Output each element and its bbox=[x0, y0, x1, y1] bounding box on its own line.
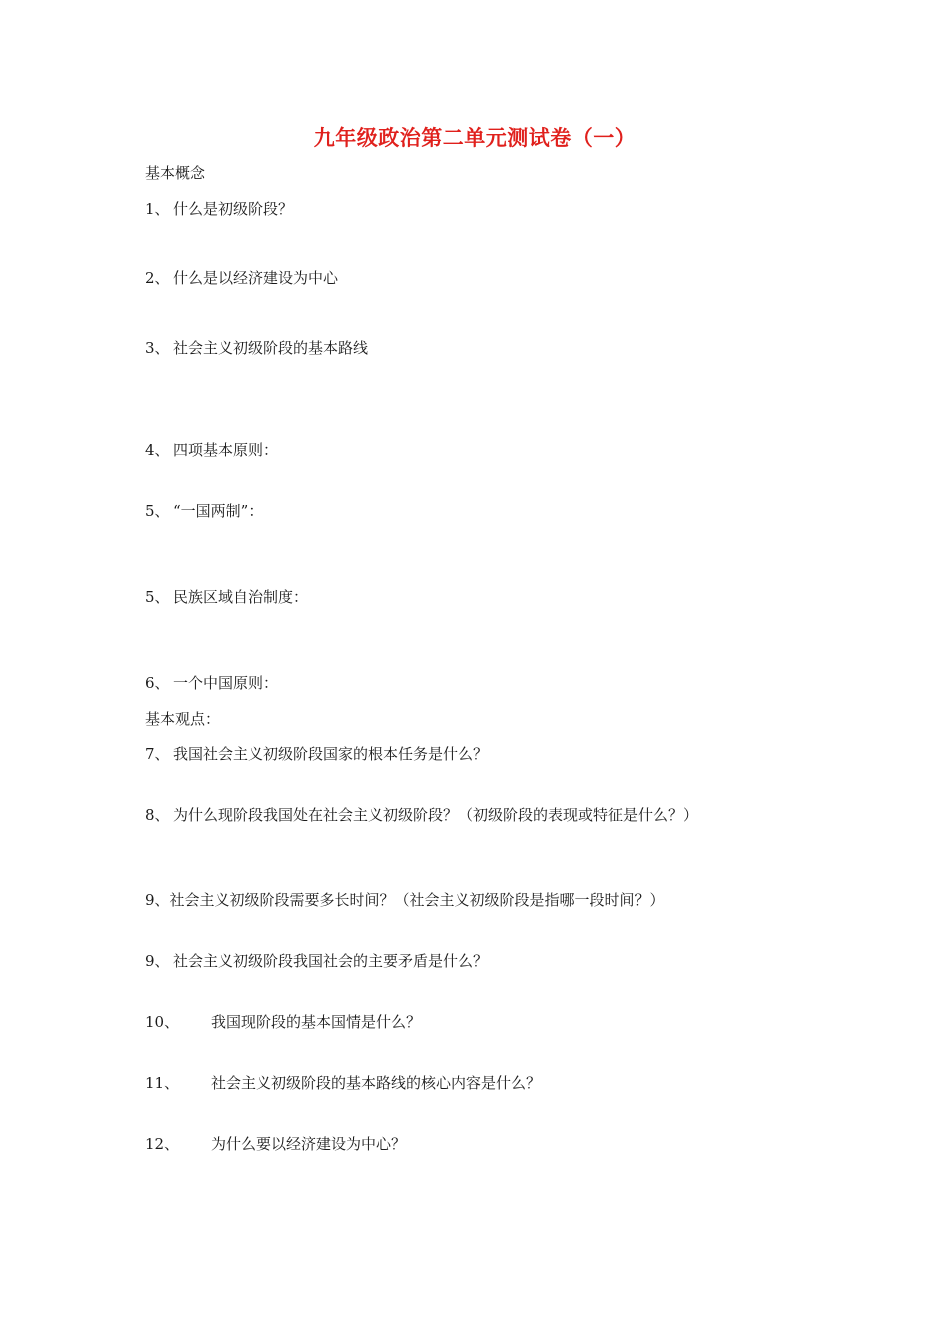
item-number: 3、 bbox=[145, 339, 170, 357]
item-text: 社会主义初级阶段需要多长时间？（社会主义初级阶段是指哪一段时间？） bbox=[169, 891, 665, 909]
item-number: 2、 bbox=[145, 269, 170, 287]
item-text: 为什么要以经济建设为中心？ bbox=[211, 1135, 407, 1153]
list-item bbox=[145, 501, 263, 521]
item-number: 6、 bbox=[145, 674, 170, 692]
list-item bbox=[145, 744, 488, 764]
item-text: 社会主义初级阶段的基本路线的核心内容是什么？ bbox=[211, 1074, 542, 1092]
item-number: 7、 bbox=[145, 745, 170, 763]
item-text: 社会主义初级阶段我国社会的主要矛盾是什么？ bbox=[173, 952, 489, 970]
item-number: 10、 bbox=[145, 1013, 180, 1031]
document-title: 九年级政治第二单元测试卷（一） bbox=[313, 126, 637, 150]
item-number: 11、 bbox=[145, 1074, 180, 1092]
item-text: 什么是初级阶段？ bbox=[173, 200, 294, 218]
list-item bbox=[145, 1012, 421, 1032]
item-text: 为什么现阶段我国处在社会主义初级阶段？（初级阶段的表现或特征是什么？） bbox=[173, 806, 699, 824]
list-item bbox=[145, 890, 665, 910]
list-item bbox=[145, 673, 278, 693]
item-text: 一个中国原则： bbox=[173, 674, 279, 692]
list-item bbox=[145, 440, 278, 460]
item-text: 四项基本原则： bbox=[173, 441, 279, 459]
item-number: 9、 bbox=[145, 891, 170, 909]
item-number: 4、 bbox=[145, 441, 170, 459]
list-item bbox=[145, 1073, 541, 1093]
list-item bbox=[145, 1134, 406, 1154]
list-item bbox=[145, 268, 338, 288]
list-item bbox=[145, 805, 698, 825]
item-number: 5、 bbox=[145, 502, 170, 520]
list-item bbox=[145, 199, 293, 219]
section-heading-viewpoints: 基本观点： bbox=[145, 710, 221, 728]
item-number: 5、 bbox=[145, 588, 170, 606]
item-number: 12、 bbox=[145, 1135, 180, 1153]
list-item bbox=[145, 951, 488, 971]
list-item bbox=[145, 587, 308, 607]
item-number: 1、 bbox=[145, 200, 170, 218]
item-text: 我国社会主义初级阶段国家的根本任务是什么？ bbox=[173, 745, 489, 763]
item-text: 什么是以经济建设为中心 bbox=[173, 269, 339, 287]
list-item bbox=[145, 338, 368, 358]
item-text: 社会主义初级阶段的基本路线 bbox=[173, 339, 369, 357]
item-number: 9、 bbox=[145, 952, 170, 970]
item-text: 我国现阶段的基本国情是什么？ bbox=[211, 1013, 422, 1031]
item-text: 民族区域自治制度： bbox=[173, 588, 309, 606]
section-heading-concepts: 基本概念 bbox=[145, 164, 206, 182]
item-number: 8、 bbox=[145, 806, 170, 824]
item-text: “一国两制”： bbox=[173, 502, 264, 520]
